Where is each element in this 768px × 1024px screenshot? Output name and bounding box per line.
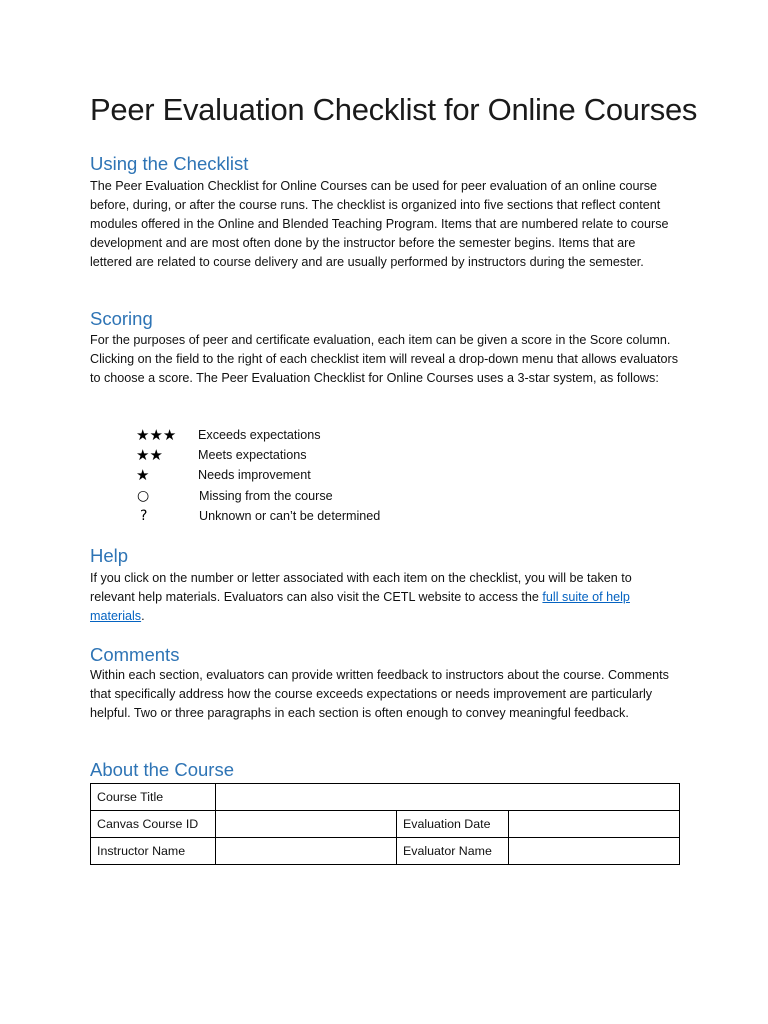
instructor-name-field[interactable] (216, 838, 397, 865)
legend-row-missing (136, 486, 536, 506)
two-stars-icon: ★★ (136, 446, 163, 465)
evaluation-date-label: Evaluation Date (397, 811, 509, 838)
score-legend (136, 425, 536, 526)
page-title: Peer Evaluation Checklist for Online Courses (90, 92, 698, 127)
help-heading: Help (90, 545, 129, 566)
using-checklist-text: The Peer Evaluation Checklist for Online Courses can be used for peer evaluation of an online course before, during, or after the course runs. The checklist is organized into five sections that reflect content modules offered in the Online and Blended Teaching Program. Items that are numbered relate to course development and are most often done by the instructor before the semester begins. Items that are lettered are related to course delivery and are usually performed by instructors during the semester. (90, 179, 669, 269)
using-checklist-heading: Using the Checklist (90, 153, 249, 174)
legend-label: Needs improvement (198, 468, 311, 483)
scoring-text: For the purposes of peer and certificate evaluation, each item can be given a score in the Score column. Clicking on the field to the right of each checklist item will reveal a drop-down menu that allows evaluators to choose a score. The Peer Evaluation Checklist for Online Courses uses a 3-star system, as follows: (90, 333, 679, 385)
legend-label: Unknown or can’t be determined (199, 508, 381, 523)
star-icon: ★ (136, 466, 150, 485)
evaluator-name-field[interactable] (509, 838, 680, 865)
legend-row-three-stars (136, 425, 536, 445)
help-text (90, 569, 680, 626)
legend-label: Missing from the course (199, 488, 333, 503)
evaluator-name-label: Evaluator Name (397, 838, 509, 865)
course-title-label: Course Title (91, 784, 216, 811)
help-text-end: . (141, 609, 145, 623)
course-title-field[interactable] (216, 784, 680, 811)
comments-text: Within each section, evaluators can provide written feedback to instructors about the course. Comments that specifically address how the course exceeds expectations or needs improvement are particularly helpful. Two or three paragraphs in each section is often enough to convey meaningful feedback. (90, 668, 669, 720)
scoring-heading: Scoring (90, 308, 153, 329)
canvas-course-id-label: Canvas Course ID (91, 811, 216, 838)
table-row (91, 784, 680, 811)
evaluation-date-field[interactable] (509, 811, 680, 838)
legend-row-one-star (136, 465, 536, 485)
legend-label: Meets expectations (198, 448, 307, 463)
empty-circle-icon: ○ (137, 487, 150, 504)
help-text-start: If you click on the number or letter associated with each item on the checklist, you will be taken to relevant help materials. Evaluators can also visit the CETL website to access the (90, 571, 632, 604)
help-materials-link[interactable]: full suite of help materials (90, 590, 630, 623)
about-course-table (90, 783, 680, 865)
three-stars-icon: ★★★ (136, 426, 177, 445)
comments-heading: Comments (90, 644, 180, 665)
table-row (91, 838, 680, 865)
about-course-heading: About the Course (90, 759, 234, 780)
table-row (91, 811, 680, 838)
question-mark-icon: ? (140, 507, 148, 524)
legend-row-unknown (136, 506, 536, 526)
legend-label: Exceeds expectations (198, 428, 321, 443)
canvas-course-id-field[interactable] (216, 811, 397, 838)
legend-row-two-stars (136, 445, 536, 465)
instructor-name-label: Instructor Name (91, 838, 216, 865)
